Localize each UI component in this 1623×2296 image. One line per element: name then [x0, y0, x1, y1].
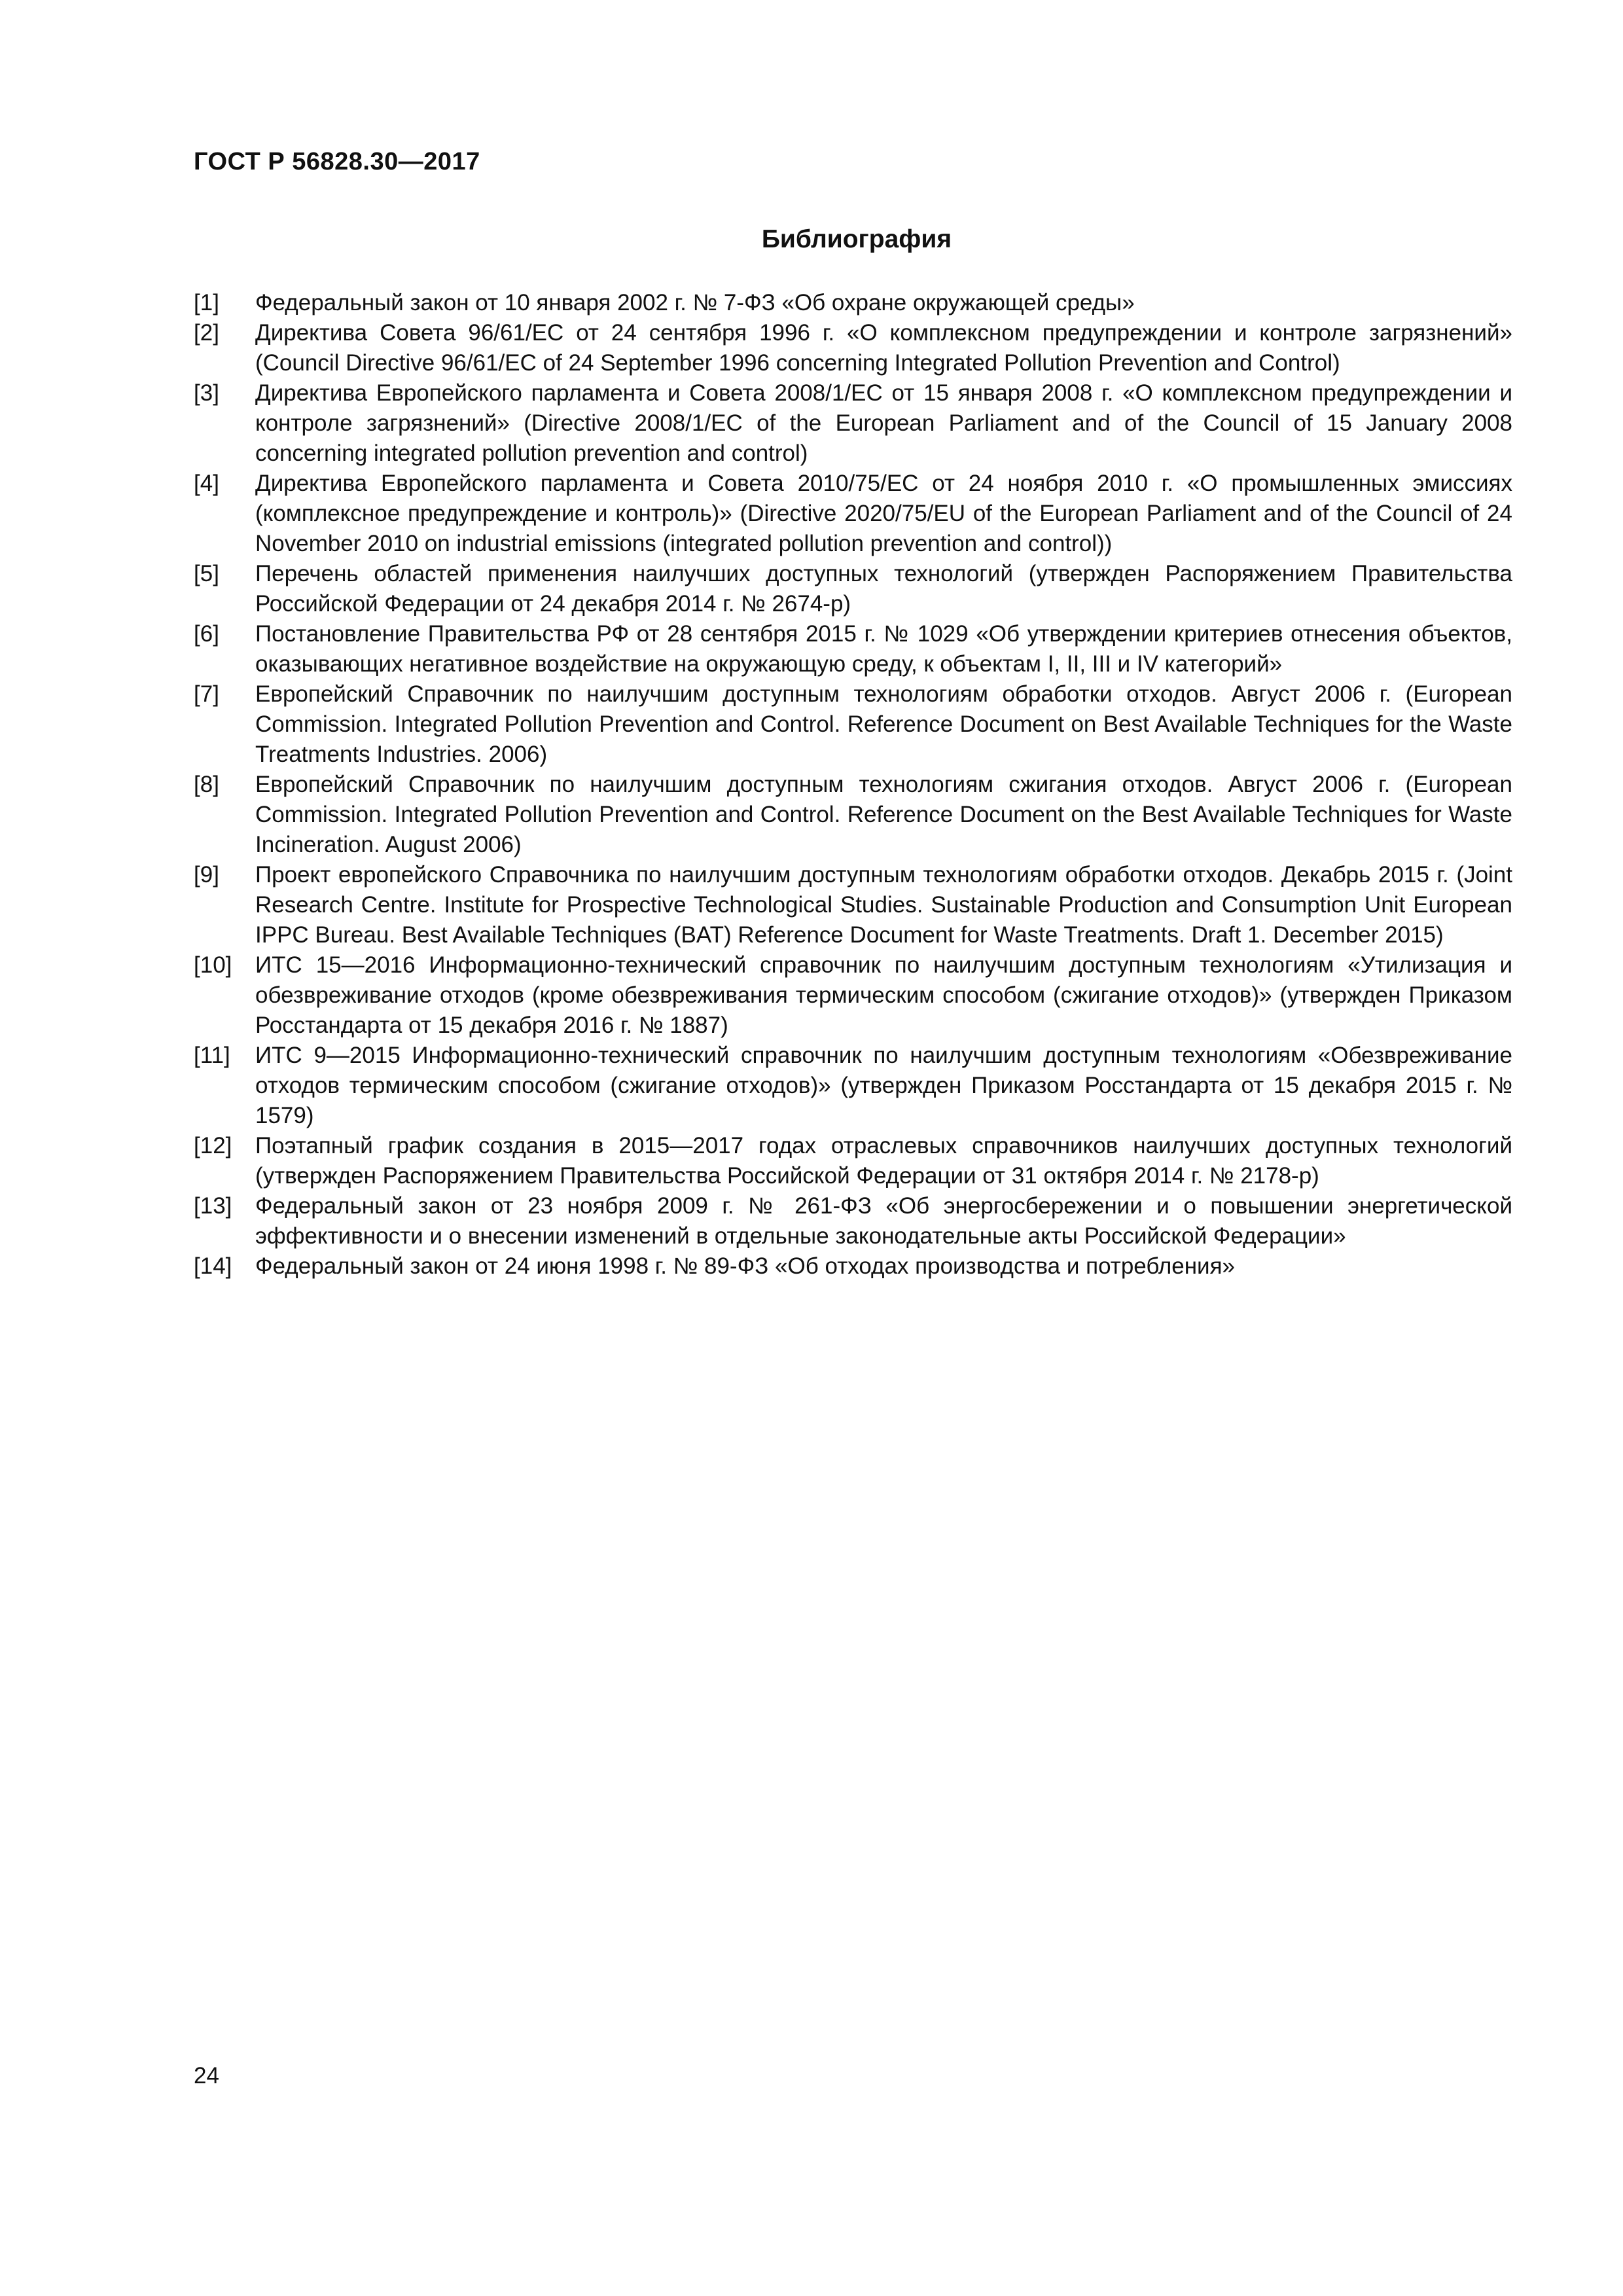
entry-text: ИТС 15—2016 Информационно-технический справочник по наилучшим доступным технологиям «Утилизация и обезвреживание отходов (кроме обезвреживания термическим способом (сжигание отходов)» (утвержден Приказом Росстандарта от 15 декабря 2016 г. № 1887): [255, 952, 1512, 1038]
bibliography-entry-6: [194, 619, 1512, 679]
entry-number: [1]: [194, 290, 219, 315]
entry-number: [9]: [194, 862, 219, 888]
document-code: ГОСТ Р 56828.30—2017: [194, 148, 480, 175]
bibliography-entry-1: [194, 288, 1512, 318]
entry-number: [8]: [194, 772, 219, 797]
entry-text: Проект европейского Справочника по наилучшим доступным технологиям обработки отходов. Декабрь 2015 г. (Joint Research Centre. Institute for Prospective Technological Studies. Sustainable Production and Consumption Unit European IPPC Bureau. Best Available Techniques (BAT) Reference Document for Waste Treatments. Draft 1. December 2015): [255, 862, 1512, 948]
entry-text: Постановление Правительства РФ от 28 сентября 2015 г. № 1029 «Об утверждении критериев отнесения объектов, оказывающих негативное воздействие на окружающую среду, к объектам I, II, III и IV категорий»: [255, 621, 1512, 677]
entry-text: Директива Европейского парламента и Совета 2008/1/ЕС от 15 января 2008 г. «О комплексном предупреждении и контроле загрязнений» (Directive 2008/1/EC of the European Parliament and of the Council of 15 January 2008 concerning integrated pollution prevention and control): [255, 380, 1512, 466]
entry-text: Директива Европейского парламента и Совета 2010/75/ЕС от 24 ноября 2010 г. «О промышленных эмиссиях (комплексное предупреждение и контроль)» (Directive 2020/75/EU of the European Parliament and of the Council of 24 November 2010 on industrial emissions (integrated pollution prevention and control)): [255, 471, 1512, 556]
bibliography-entry-3: [194, 378, 1512, 469]
bibliography-entry-2: [194, 318, 1512, 378]
entry-text: ИТС 9—2015 Информационно-технический справочник по наилучшим доступным технологиям «Обезвреживание отходов термическим способом (сжигание отходов)» (утвержден Приказом Росстандарта от 15 декабря 2015 г. № 1579): [255, 1043, 1512, 1128]
entry-text: Федеральный закон от 24 июня 1998 г. № 89-ФЗ «Об отходах производства и потребления»: [255, 1253, 1236, 1279]
bibliography-entry-14: [194, 1251, 1512, 1282]
entry-number: [11]: [194, 1043, 230, 1068]
entry-number: [14]: [194, 1253, 232, 1279]
bibliography-entry-12: [194, 1131, 1512, 1191]
entry-text: Федеральный закон от 10 января 2002 г. № 7-ФЗ «Об охране окружающей среды»: [255, 290, 1135, 315]
bibliography-entry-7: [194, 679, 1512, 770]
entry-text: Европейский Справочник по наилучшим доступным технологиям обработки отходов. Август 2006 г. (European Commission. Integrated Pollution Prevention and Control. Reference Document on Best Available Techniques for the Waste Treatments Industries. 2006): [255, 681, 1512, 767]
bibliography-entry-5: [194, 559, 1512, 619]
bibliography-title: Библиография: [761, 225, 952, 253]
entry-number: [13]: [194, 1193, 232, 1219]
entry-number: [6]: [194, 621, 219, 647]
entry-number: [4]: [194, 471, 219, 496]
entry-number: [5]: [194, 561, 219, 586]
bibliography-list: [194, 288, 1512, 1282]
entry-text: Директива Совета 96/61/ЕС от 24 сентября 1996 г. «О комплексном предупреждении и контроле загрязнений» (Council Directive 96/61/EC of 24 September 1996 concerning Integrated Pollution Prevention and Control): [255, 320, 1512, 376]
bibliography-entry-13: [194, 1191, 1512, 1251]
entry-number: [3]: [194, 380, 219, 406]
entry-text: Европейский Справочник по наилучшим доступным технологиям сжигания отходов. Август 2006 г. (European Commission. Integrated Pollution Prevention and Control. Reference Document on the Best Available Techniques for Waste Incineration. August 2006): [255, 772, 1512, 857]
entry-text: Перечень областей применения наилучших доступных технологий (утвержден Распоряжением Правительства Российской Федерации от 24 декабря 2014 г. № 2674-р): [255, 561, 1512, 617]
entry-text: Федеральный закон от 23 ноября 2009 г. № 261-ФЗ «Об энергосбережении и о повышении энергетической эффективности и о внесении изменений в отдельные законодательные акты Российской Федерации»: [255, 1193, 1512, 1249]
bibliography-entry-9: [194, 860, 1512, 950]
bibliography-entry-8: [194, 770, 1512, 860]
entry-number: [2]: [194, 320, 219, 346]
page-number: 24: [194, 2063, 219, 2089]
bibliography-entry-10: [194, 950, 1512, 1041]
bibliography-entry-4: [194, 469, 1512, 559]
entry-text: Поэтапный график создания в 2015—2017 годах отраслевых справочников наилучших доступных технологий (утвержден Распоряжением Правительства Российской Федерации от 31 октября 2014 г. № 2178-р): [255, 1133, 1512, 1189]
entry-number: [10]: [194, 952, 232, 978]
entry-number: [7]: [194, 681, 219, 707]
bibliography-entry-11: [194, 1041, 1512, 1131]
entry-number: [12]: [194, 1133, 232, 1158]
